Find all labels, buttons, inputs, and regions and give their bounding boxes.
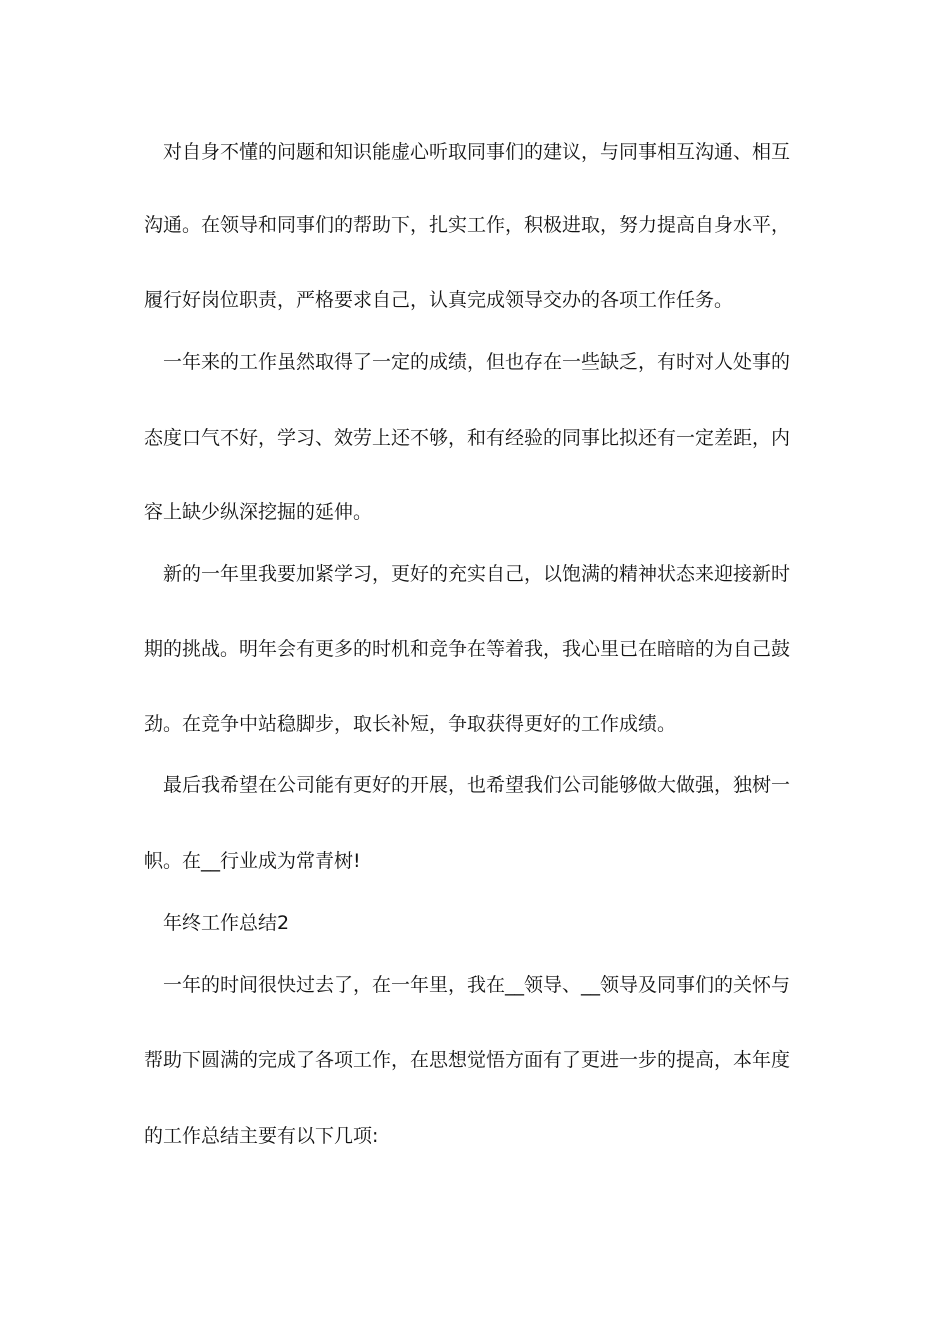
paragraph-line: 最后我希望在公司能有更好的开展，也希望我们公司能够做大做强，独树一 xyxy=(163,774,791,796)
paragraph-line: 履行好岗位职责，严格要求自己，认真完成领导交办的各项工作任务。 xyxy=(144,289,734,311)
paragraph-line: 容上缺少纵深挖掘的延伸。 xyxy=(144,501,373,523)
paragraph-line: 帮助下圆满的完成了各项工作，在思想觉悟方面有了更进一步的提高，本年度 xyxy=(144,1049,791,1071)
section-heading: 年终工作总结2 xyxy=(163,912,290,934)
paragraph-line: 态度口气不好，学习、效劳上还不够，和有经验的同事比拟还有一定差距，内 xyxy=(144,427,791,449)
paragraph-line: 新的一年里我要加紧学习，更好的充实自己，以饱满的精神状态来迎接新时 xyxy=(163,563,791,585)
paragraph-line: 一年的时间很快过去了，在一年里，我在__领导、__领导及同事们的关怀与 xyxy=(163,974,791,996)
paragraph-line: 一年来的工作虽然取得了一定的成绩，但也存在一些缺乏，有时对人处事的 xyxy=(163,351,791,373)
paragraph-line: 劲。在竞争中站稳脚步，取长补短，争取获得更好的工作成绩。 xyxy=(144,713,677,735)
paragraph-line: 期的挑战。明年会有更多的时机和竞争在等着我，我心里已在暗暗的为自己鼓 xyxy=(144,638,791,660)
paragraph-line: 帜。在__行业成为常青树! xyxy=(144,850,361,872)
paragraph-line: 的工作总结主要有以下几项: xyxy=(144,1125,379,1147)
paragraph-line: 沟通。在领导和同事们的帮助下，扎实工作，积极进取，努力提高自身水平， xyxy=(144,214,791,236)
paragraph-line: 对自身不懂的问题和知识能虚心听取同事们的建议，与同事相互沟通、相互 xyxy=(163,141,791,163)
